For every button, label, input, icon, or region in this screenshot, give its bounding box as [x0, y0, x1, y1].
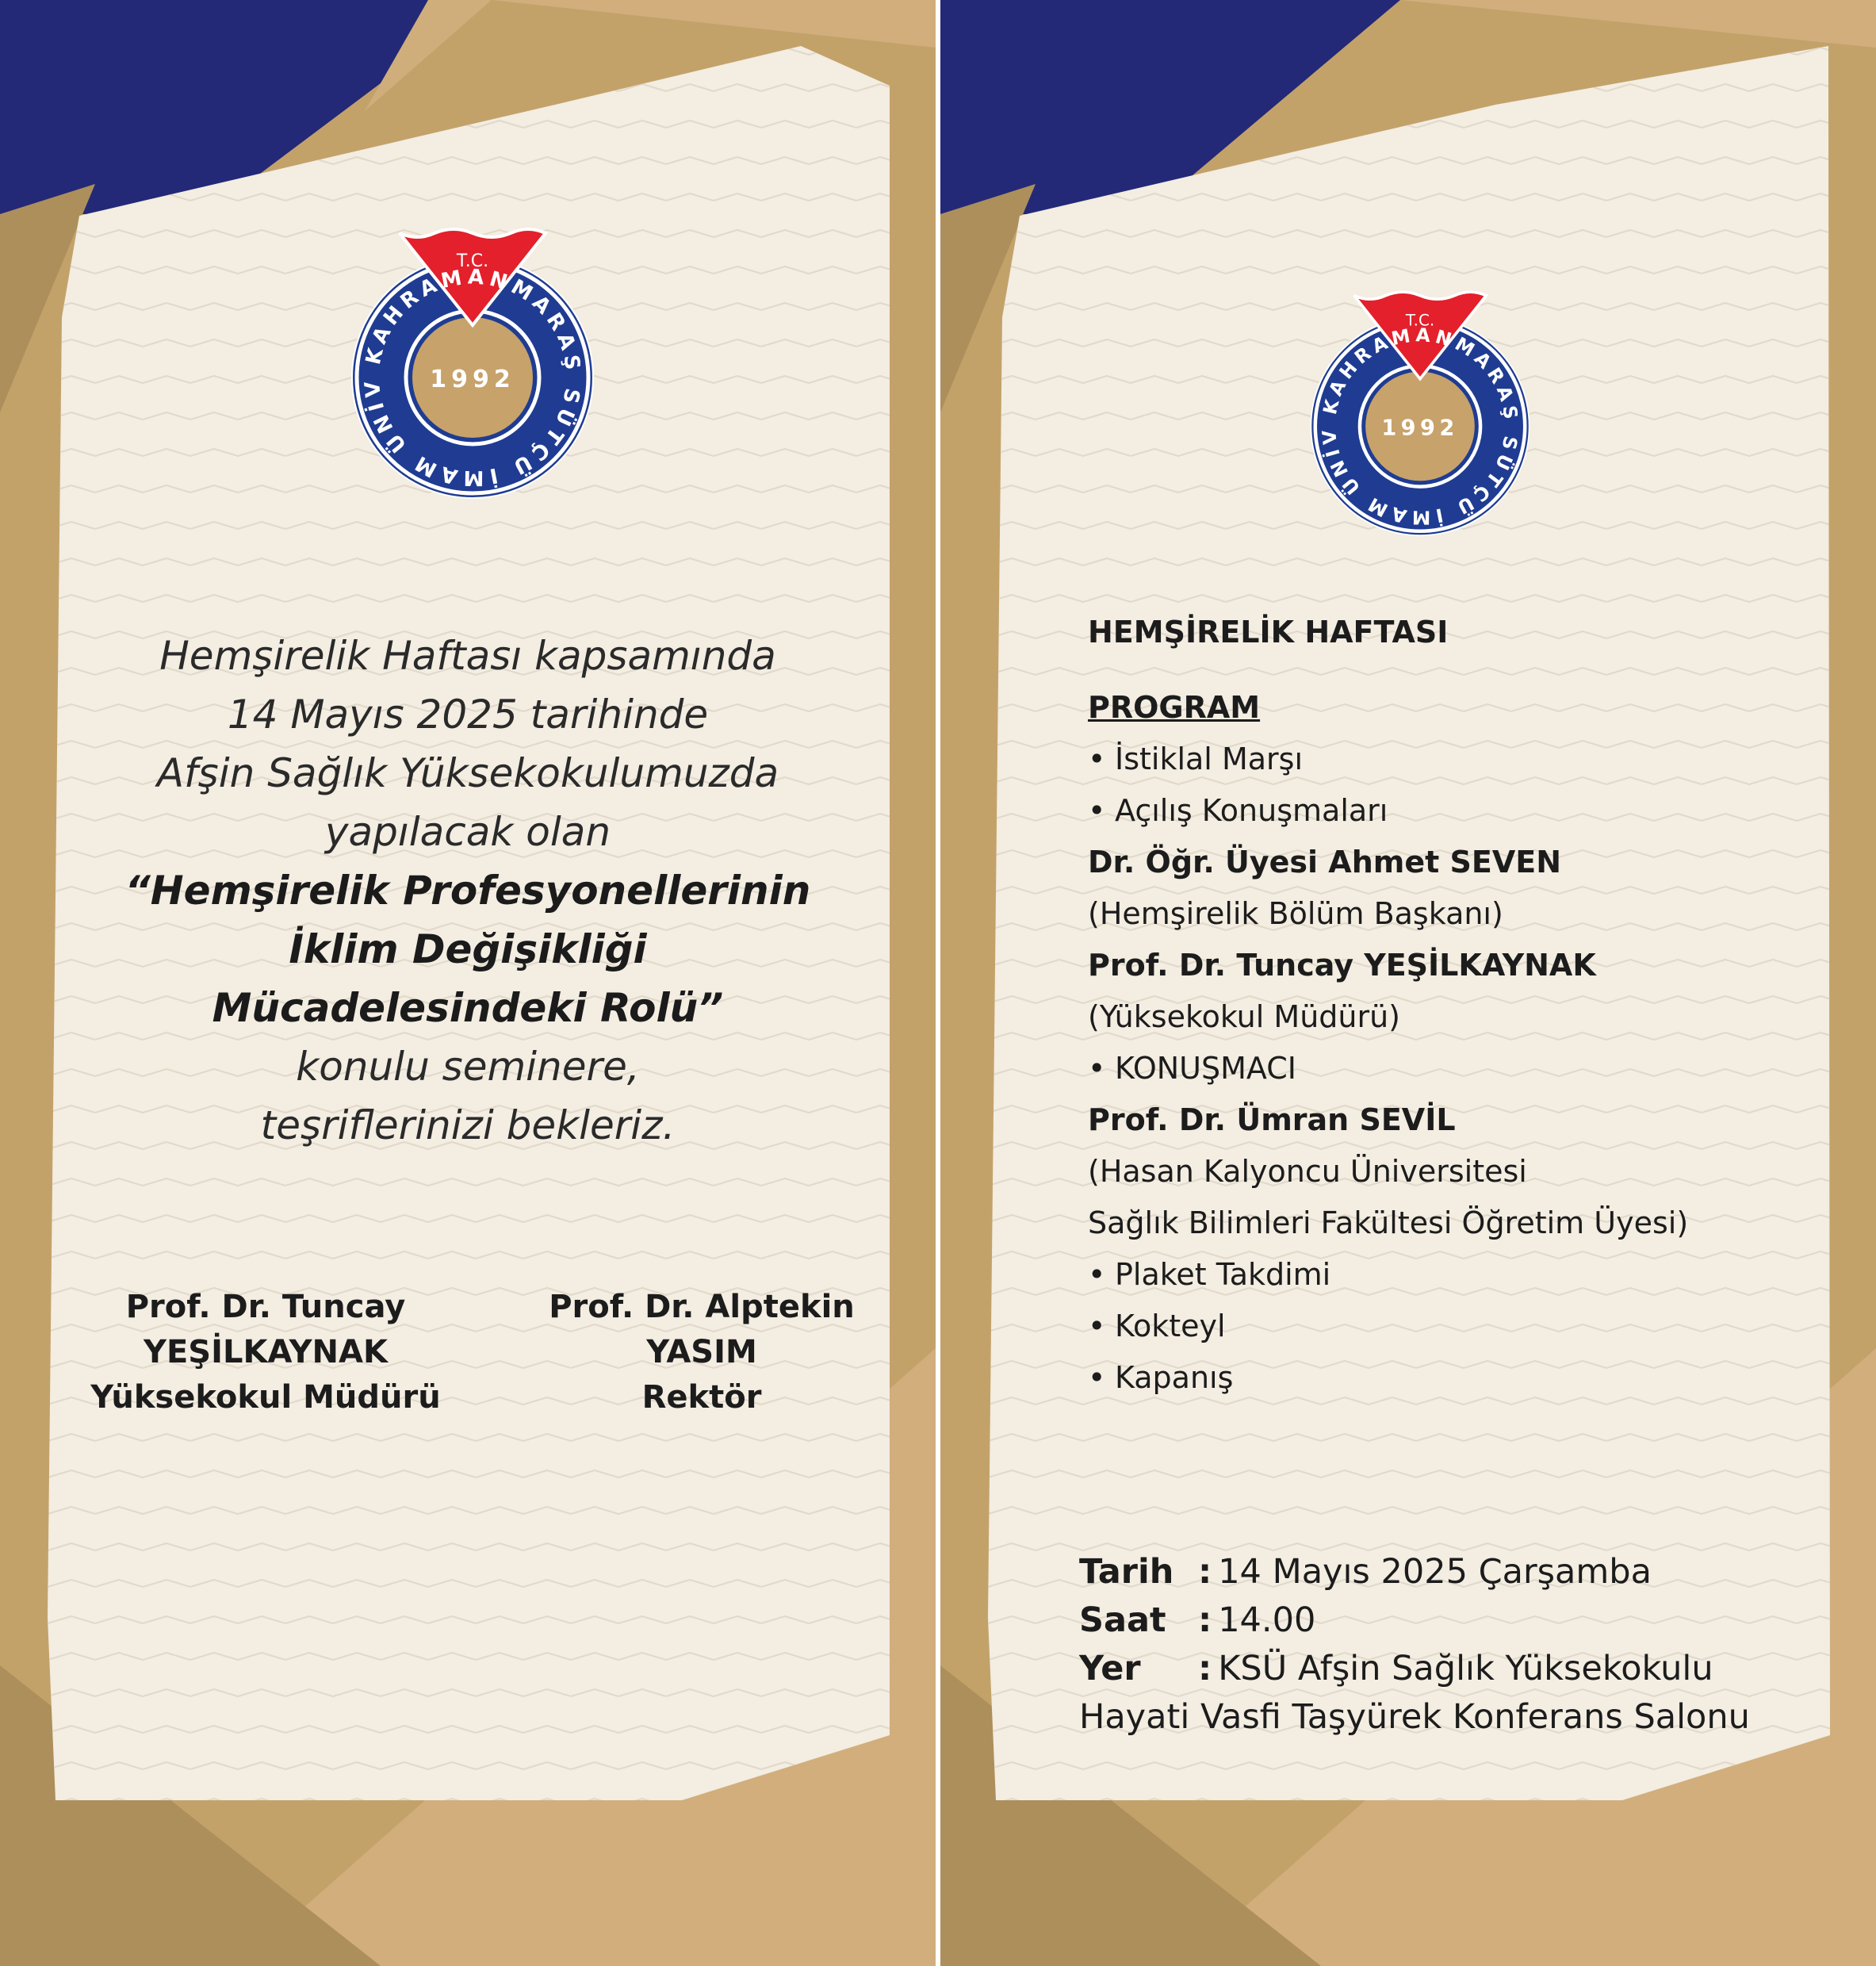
event-details — [1079, 1548, 1750, 1742]
seminar-title-line: “Hemşirelik Profesyonellerinin — [124, 868, 811, 914]
speaker-role: (Yüksekokul Müdürü) — [1088, 999, 1401, 1034]
invitation-line: teşriflerinizi bekleriz. — [260, 1102, 676, 1148]
signatory-director — [71, 1285, 460, 1420]
speaker-name: Prof. Dr. Tuncay YEŞİLKAYNAK — [1088, 948, 1596, 983]
place-value: KSÜ Afşin Sağlık Yüksekokulu — [1218, 1649, 1713, 1688]
date-label: Tarih — [1079, 1552, 1174, 1592]
university-seal-right — [1305, 286, 1535, 539]
program-heading: HEMŞİRELİK HAFTASI — [1088, 615, 1449, 650]
keynote-speaker-role: Sağlık Bilimleri Fakültesi Öğretim Üyesi) — [1088, 1205, 1689, 1240]
time-value: 14.00 — [1218, 1600, 1316, 1640]
event-place-row — [1079, 1645, 1750, 1693]
separator: : — [1198, 1600, 1212, 1640]
program-item: • Kapanış — [1088, 1352, 1849, 1404]
signatory-rector — [523, 1285, 880, 1420]
date-value: 14 Mayıs 2025 Çarşamba — [1218, 1552, 1652, 1592]
separator: : — [1198, 1552, 1212, 1592]
signatory-role: Yüksekokul Müdürü — [90, 1379, 441, 1416]
seal-ring-text: KAHRAMANMARAŞ SÜTÇÜ İMAM ÜNİV — [1317, 324, 1523, 529]
invitation-text — [87, 627, 848, 1155]
invitation-panel — [0, 0, 936, 1966]
place-label: Yer — [1079, 1649, 1141, 1688]
event-date-row — [1079, 1548, 1750, 1596]
seal-ring-text: KAHRAMANMARAŞ SÜTÇÜ İMAM ÜNİV — [360, 265, 585, 490]
invitation-line: konulu seminere, — [296, 1044, 640, 1090]
university-seal-left — [346, 222, 599, 500]
program-item: • İstiklal Marşı — [1088, 734, 1849, 785]
signatory-surname: YEŞİLKAYNAK — [144, 1334, 388, 1370]
time-label: Saat — [1079, 1600, 1166, 1640]
seal-tc-text: T.C. — [1405, 311, 1435, 330]
signatory-name-line: Prof. Dr. Alptekin — [549, 1289, 855, 1325]
speaker-name: Dr. Öğr. Üyesi Ahmet SEVEN — [1088, 845, 1562, 880]
program-list — [1088, 604, 1849, 1404]
university-seal-icon — [346, 222, 599, 500]
invitation-line: 14 Mayıs 2025 tarihinde — [227, 692, 709, 738]
seal-year-text: 1992 — [1381, 416, 1459, 441]
keynote-speaker-name: Prof. Dr. Ümran SEVİL — [1088, 1102, 1456, 1137]
program-item: • Kokteyl — [1088, 1301, 1849, 1352]
seminar-title-line: İklim Değişikliği — [289, 926, 647, 972]
program-item: • KONUŞMACI — [1088, 1043, 1849, 1094]
signatory-role: Rektör — [641, 1379, 762, 1416]
keynote-speaker-role: (Hasan Kalyoncu Üniversitesi — [1088, 1154, 1527, 1189]
university-seal-icon — [1305, 286, 1535, 537]
invitation-line: Afşin Sağlık Yüksekokulumuzda — [156, 750, 779, 796]
program-item: • Plaket Takdimi — [1088, 1249, 1849, 1301]
signatory-surname: YASIM — [646, 1334, 757, 1370]
seal-tc-text: T.C. — [456, 251, 489, 271]
invitation-line: Hemşirelik Haftası kapsamında — [159, 633, 776, 679]
seal-year-text: 1992 — [430, 366, 515, 393]
place-value-continued: Hayati Vasfi Taşyürek Konferans Salonu — [1079, 1697, 1750, 1737]
invitation-line: yapılacak olan — [324, 809, 611, 855]
event-time-row — [1079, 1596, 1750, 1645]
speaker-role: (Hemşirelik Bölüm Başkanı) — [1088, 896, 1503, 931]
program-item: • Açılış Konuşmaları — [1088, 785, 1849, 837]
seminar-title-line: Mücadelesindeki Rolü” — [212, 985, 724, 1031]
separator: : — [1198, 1649, 1212, 1688]
program-label: PROGRAM — [1088, 690, 1261, 725]
signatory-name-line: Prof. Dr. Tuncay — [125, 1289, 406, 1325]
program-panel — [940, 0, 1876, 1966]
